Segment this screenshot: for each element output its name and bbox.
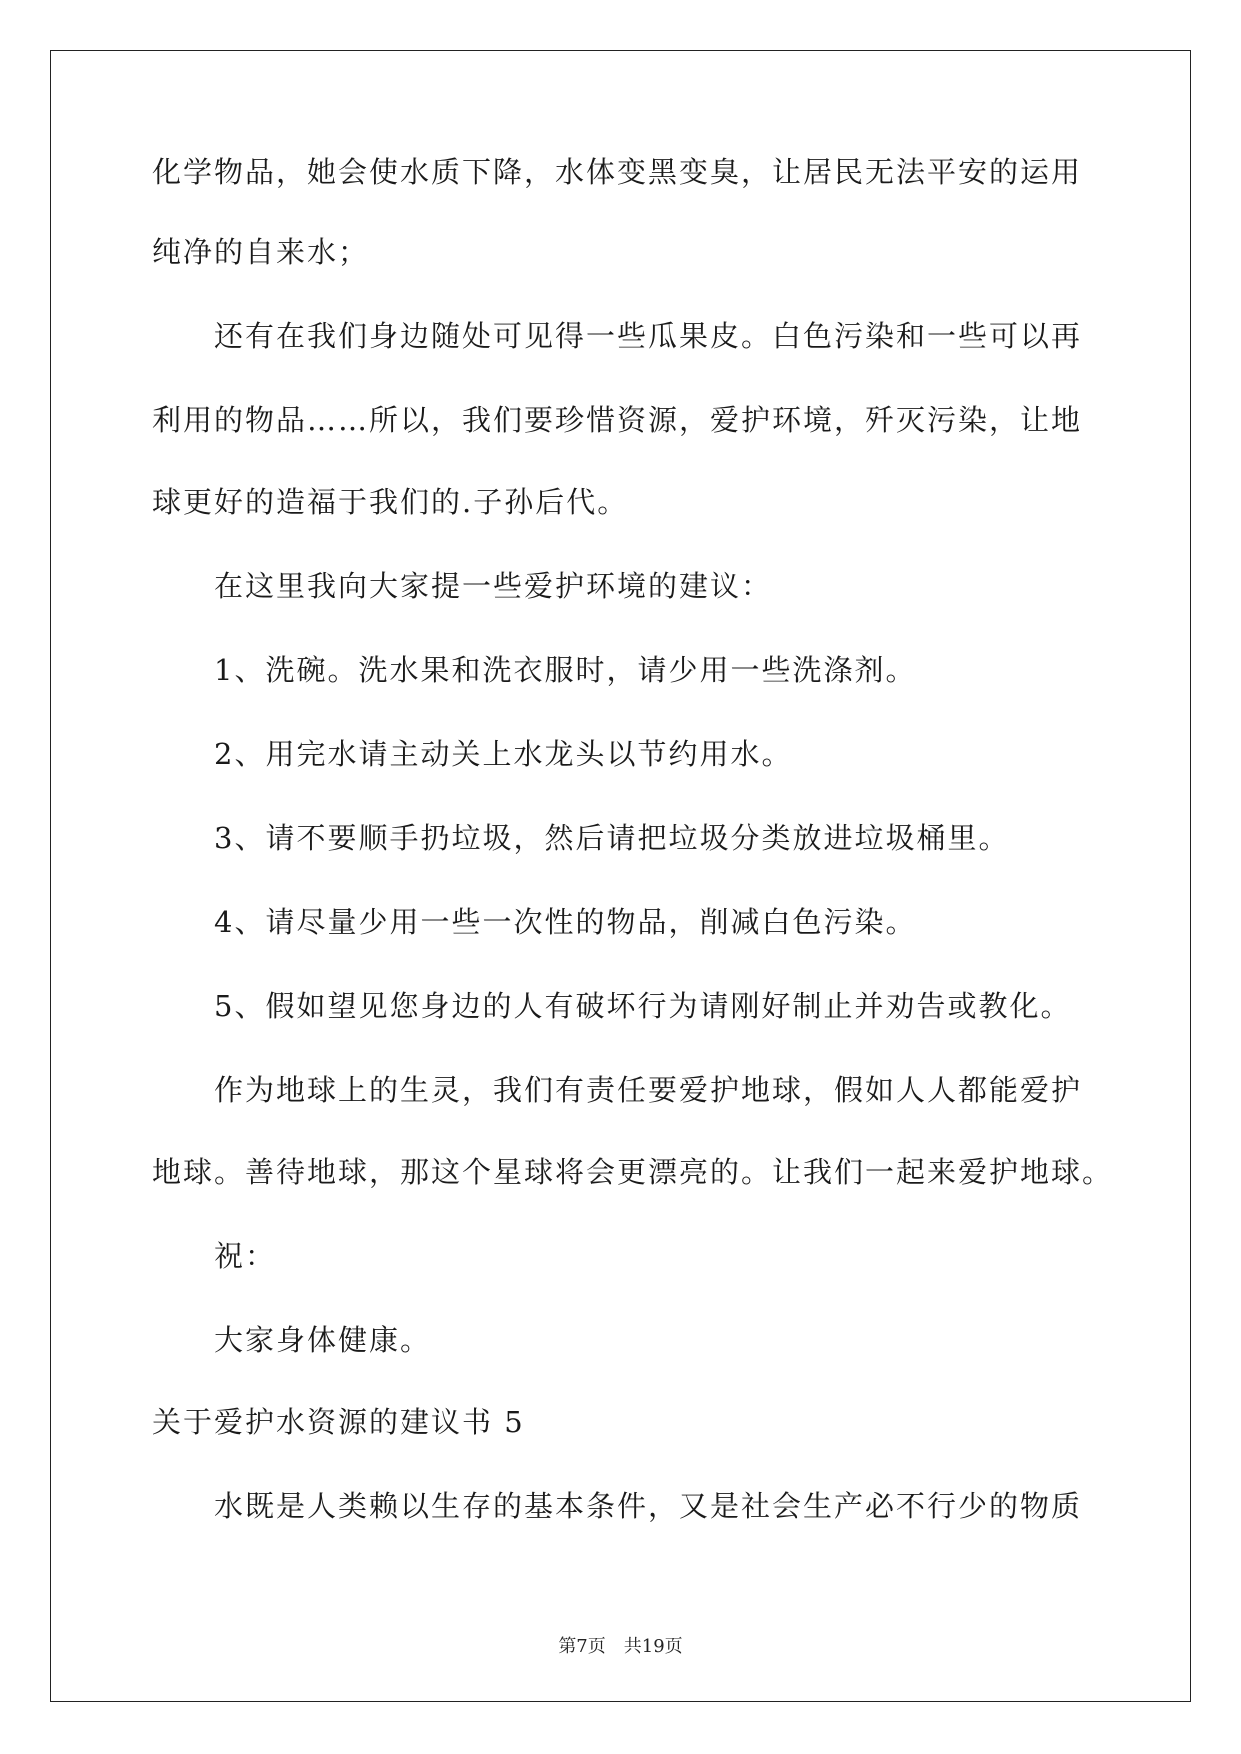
paragraph-line: 水既是人类赖以生存的基本条件，又是社会生产必不行少的物质 [214,1489,1083,1523]
paragraph-line: 球更好的造福于我们的.子孙后代。 [152,485,629,519]
page-footer: 第7页 共19页 [558,1636,683,1657]
paragraph-line: 在这里我向大家提一些爱护环境的建议： [214,569,773,603]
section-heading: 关于爱护水资源的建议书 5 [152,1405,525,1439]
list-item: 2、用完水请主动关上水龙头以节约用水。 [214,737,793,771]
list-item: 1、洗碗。洗水果和洗衣服时，请少用一些洗涤剂。 [214,653,917,687]
paragraph-line: 利用的物品……所以，我们要珍惜资源，爱护环境，歼灭污染，让地 [152,403,1083,437]
page-border [50,50,1191,1702]
paragraph-line: 作为地球上的生灵，我们有责任要爱护地球，假如人人都能爱护 [214,1073,1083,1107]
paragraph-line: 化学物品，她会使水质下降，水体变黑变臭，让居民无法平安的运用 [152,155,1083,189]
list-item: 4、请尽量少用一些一次性的物品，削减白色污染。 [214,905,917,939]
paragraph-line: 还有在我们身边随处可见得一些瓜果皮。白色污染和一些可以再 [214,319,1083,353]
list-item: 3、请不要顺手扔垃圾，然后请把垃圾分类放进垃圾桶里。 [214,821,1010,855]
paragraph-line: 纯净的自来水； [152,235,370,269]
closing-wish: 大家身体健康。 [214,1323,432,1357]
paragraph-line: 地球。善待地球，那这个星球将会更漂亮的。让我们一起来爱护地球。 [152,1155,1114,1189]
list-item: 5、假如望见您身边的人有破坏行为请刚好制止并劝告或教化。 [214,989,1072,1023]
closing-salutation: 祝： [214,1239,277,1273]
